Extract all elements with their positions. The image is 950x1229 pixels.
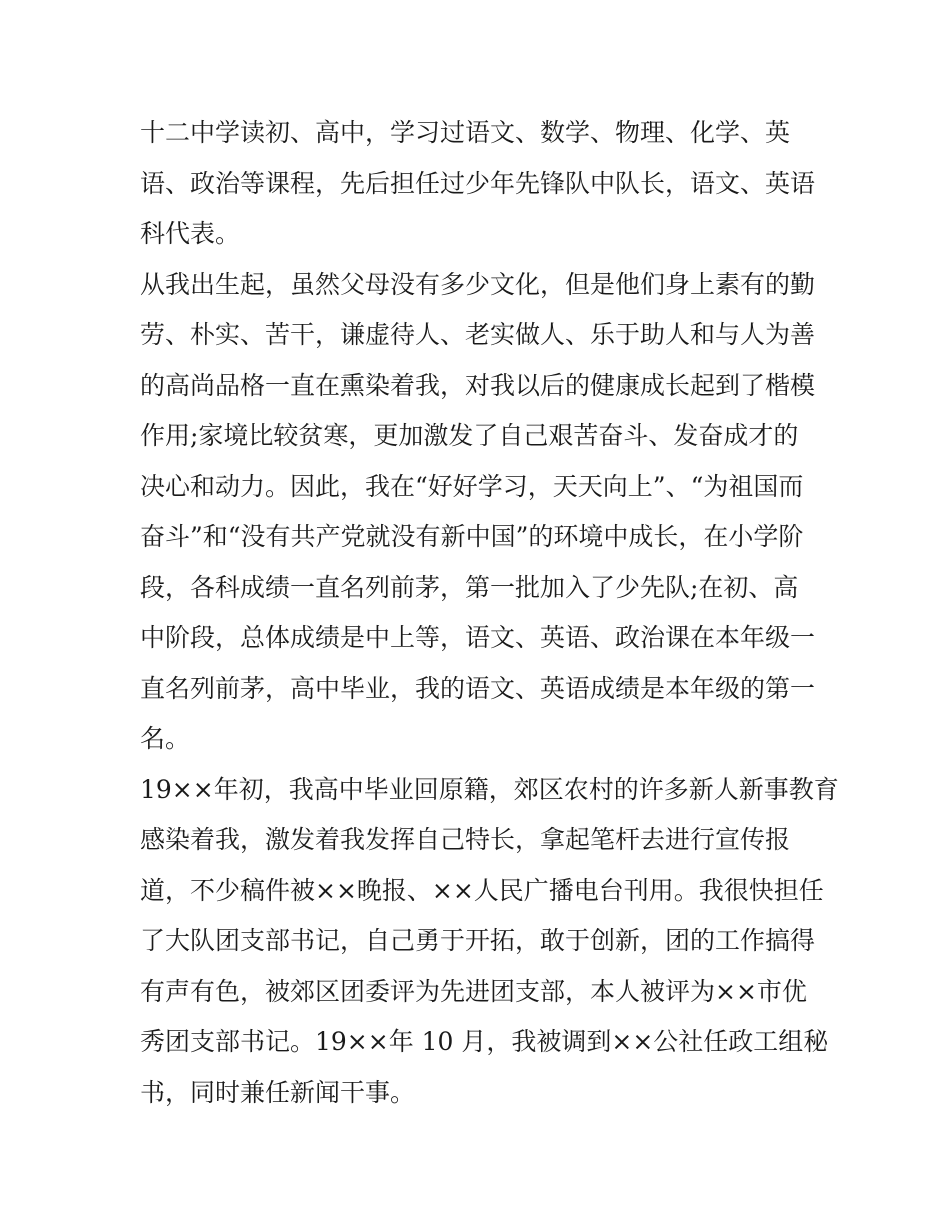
paragraph-1 [140,108,820,260]
document-body [140,108,839,1118]
text-line: 有声有色，被郊区团委评为先进团支部，本人被评为××市优 [140,976,807,1006]
text-line: 从我出生起，虽然父母没有多少文化，但是他们身上素有的勤 [140,269,816,299]
paragraph-3 [140,765,839,1119]
text-line: 作用;家境比较贫寒，更加激发了自己艰苦奋斗、发奋成才的 [140,421,799,450]
paragraph-2 [140,260,820,765]
text-line: 秀团支部书记。19××年 10 月，我被调到××公社任政工组秘 [140,1027,829,1056]
text-line: 中阶段，总体成绩是中上等，语文、英语、政治课在本年级一 [140,623,816,652]
text-line: 道，不少稿件被××晚报、××人民广播电台刊用。我很快担任 [140,875,824,905]
text-line: 劳、朴实、苦干，谦虚待人、老实做人、乐于助人和与人为善 [140,320,816,349]
text-line: 名。 [140,724,191,753]
text-line: 奋斗”和“没有共产党就没有新中国”的环境中成长，在小学阶 [140,522,804,551]
text-line: 感染着我，激发着我发挥自己特长，拿起笔杆去进行宣传报 [140,825,791,854]
text-line: 书，同时兼任新闻干事。 [140,1077,416,1107]
text-line: 段，各科成绩一直名列前茅，第一批加入了少先队;在初、高 [140,572,799,602]
text-line: 直名列前茅，高中毕业，我的语文、英语成绩是本年级的第一 [140,673,816,703]
text-line: 科代表。 [140,219,241,248]
text-line: 十二中学读初、高中，学习过语文、数学、物理、化学、英 [140,118,791,147]
text-line: 的高尚品格一直在熏染着我，对我以后的健康成长起到了楷模 [140,370,816,400]
text-line: 了大队团支部书记，自己勇于开拓，敢于创新，团的工作搞得 [140,926,816,955]
text-line: 19××年初，我高中毕业回原籍，郊区农村的许多新人新事教育 [140,774,839,804]
text-line: 决心和动力。因此，我在“好好学习，天天向上”、“为祖国而 [140,471,804,501]
text-line: 语、政治等课程，先后担任过少年先锋队中队长，语文、英语 [140,168,816,198]
